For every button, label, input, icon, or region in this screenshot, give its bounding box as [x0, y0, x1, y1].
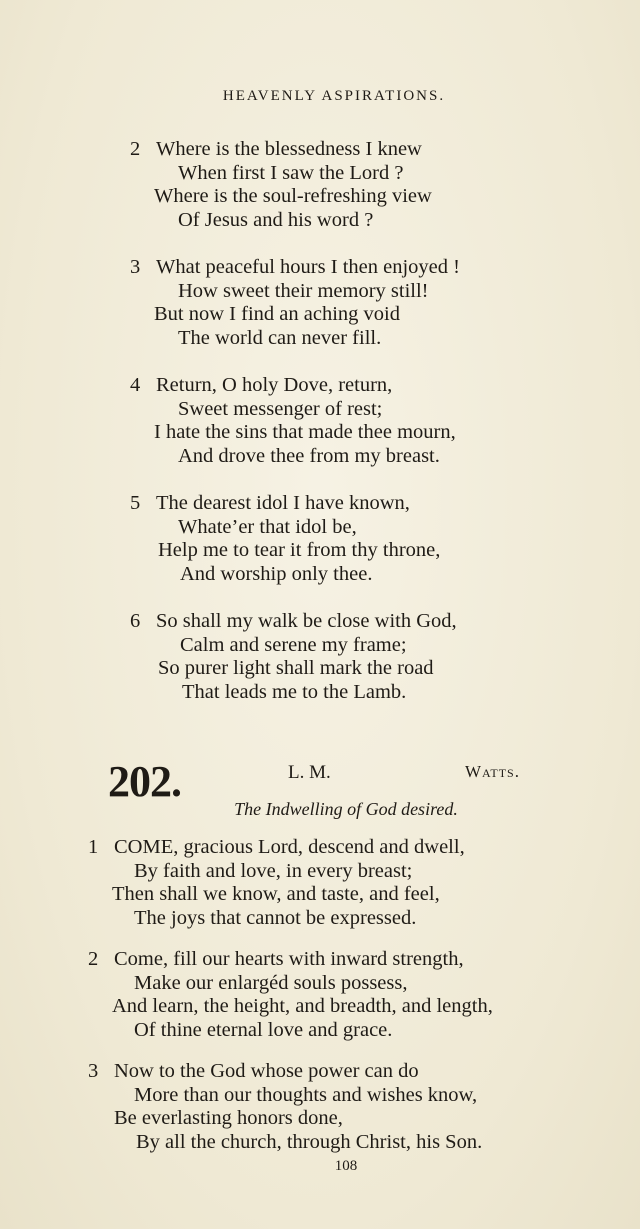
stanza-number: 5 — [130, 492, 141, 514]
stanza-number: 3 — [130, 256, 141, 278]
stanza-line: 6 So shall my walk be close with God, — [130, 610, 457, 632]
stanza-line: Where is the soul-refreshing view — [154, 185, 432, 207]
hymn-number: 202. — [108, 757, 181, 806]
stanza-number: 2 — [130, 138, 141, 160]
hymn-author: Watts. — [465, 762, 520, 781]
hymn-meter: L. M. — [288, 762, 331, 783]
page-number: 108 — [334, 1158, 358, 1174]
stanza-line: Be everlasting honors done, — [114, 1107, 343, 1129]
stanza-line: Of thine eternal love and grace. — [134, 1018, 393, 1041]
stanza-line: Make our enlargéd souls possess, — [134, 971, 408, 994]
stanza-line: The joys that cannot be expressed. — [134, 906, 417, 929]
stanza — [88, 836, 465, 930]
stanza — [130, 138, 432, 232]
stanza-line: But now I find an aching void — [154, 303, 400, 325]
running-title: HEAVENLY ASPIRATIONS. — [222, 88, 446, 104]
stanza-line: So purer light shall mark the road — [158, 657, 434, 679]
stanza-line: I hate the sins that made thee mourn, — [154, 421, 456, 443]
stanza-line: Then shall we know, and taste, and feel, — [112, 883, 440, 905]
stanza-line: And worship only thee. — [180, 562, 373, 585]
stanza-line: 5 The dearest idol I have known, — [130, 492, 410, 514]
stanza-line: Calm and serene my frame; — [180, 633, 407, 656]
stanza — [130, 610, 457, 704]
stanza-number: 2 — [88, 948, 99, 970]
stanza-line: The world can never fill. — [178, 326, 382, 349]
stanza-line: 2 Where is the blessedness I knew — [130, 138, 422, 160]
stanza-line: Whate’er that idol be, — [178, 515, 357, 538]
stanza-line: By all the church, through Christ, his Son. — [136, 1130, 483, 1153]
stanza-number: 1 — [88, 836, 99, 858]
stanza — [130, 492, 440, 586]
stanza-line: Of Jesus and his word ? — [178, 208, 374, 231]
stanza-line: More than our thoughts and wishes know, — [134, 1083, 478, 1106]
stanza — [88, 1060, 482, 1154]
stanza-number: 6 — [130, 610, 141, 632]
stanza-line: How sweet their memory still! — [178, 279, 429, 302]
hymn-title: The Indwelling of God desired. — [234, 799, 458, 819]
stanza-line: 1 COME, gracious Lord, descend and dwell, — [88, 836, 465, 858]
stanza-line: That leads me to the Lamb. — [182, 680, 407, 703]
stanza — [88, 948, 493, 1042]
stanza-line: And drove thee from my breast. — [178, 444, 440, 467]
stanza-line: 3 Now to the God whose power can do — [88, 1060, 419, 1082]
stanza-line: 4 Return, O holy Dove, return, — [130, 374, 393, 396]
stanza-line: When first I saw the Lord ? — [178, 161, 404, 184]
stanza-number: 4 — [130, 374, 141, 396]
stanza-line: 2 Come, fill our hearts with inward strength, — [88, 948, 464, 970]
stanza — [130, 374, 456, 468]
stanza — [130, 256, 460, 350]
stanza-line: Sweet messenger of rest; — [178, 397, 383, 420]
stanza-line: And learn, the height, and breadth, and length, — [112, 995, 493, 1017]
stanza-line: Help me to tear it from thy throne, — [158, 539, 441, 561]
stanza-line: 3 What peaceful hours I then enjoyed ! — [130, 256, 460, 278]
stanza-number: 3 — [88, 1060, 99, 1082]
stanza-line: By faith and love, in every breast; — [134, 859, 413, 882]
